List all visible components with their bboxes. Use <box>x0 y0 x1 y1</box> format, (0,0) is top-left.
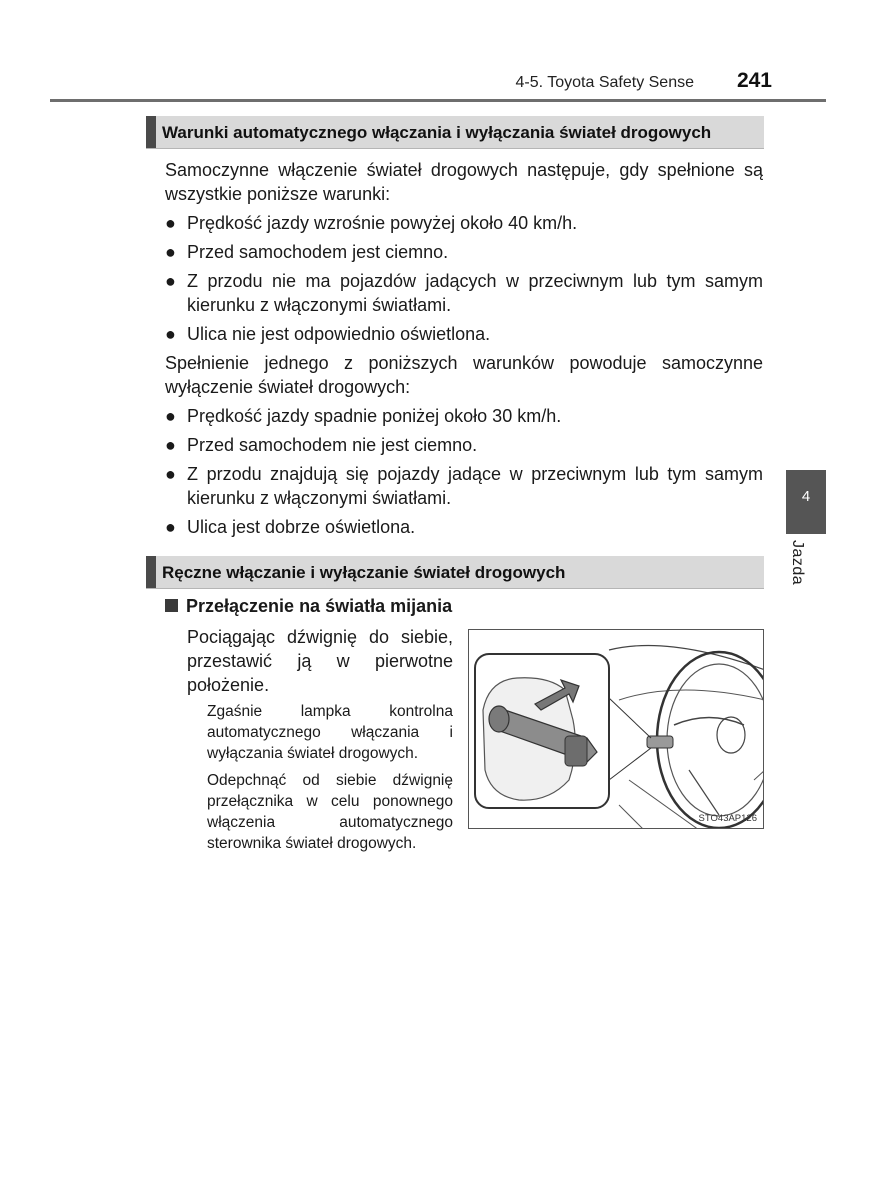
note-indicator-off: Zgaśnie lampka kontrolna automatycznego włączania i wyłączania świateł drogowych. <box>207 703 453 762</box>
black-circle-icon: ● <box>165 464 176 484</box>
list-item: ● Przed samochodem nie jest ciemno. <box>165 435 478 455</box>
page-number: 241 <box>736 69 772 92</box>
lever-illustration-drawing <box>469 630 764 829</box>
list-item: ● Ulica jest dobrze oświetlona. <box>165 517 416 537</box>
black-circle-icon: ● <box>165 324 176 344</box>
figure-code: STO43AP126 <box>698 813 757 824</box>
black-circle-icon: ● <box>165 517 176 537</box>
list-item: ● Przed samochodem jest ciemno. <box>165 242 449 262</box>
running-header-title: 4-5. Toyota Safety Sense <box>515 74 694 91</box>
section-title: Ręczne włączanie i wyłączanie świateł drogowych <box>162 563 566 582</box>
black-circle-icon: ● <box>165 242 176 262</box>
list-item: ● Ulica nie jest odpowiednio oświetlona. <box>165 324 491 344</box>
black-circle-icon: ● <box>165 271 176 291</box>
black-circle-icon: ● <box>165 213 176 233</box>
chapter-tab <box>786 470 826 534</box>
section-heading-manual <box>146 556 764 589</box>
section-automatic-body <box>165 158 763 539</box>
section-title: Warunki automatycznego włączania i wyłączania świateł drogowych <box>162 123 712 142</box>
instruction-text: Pociągając dźwignię do siebie, przestawić ją w pierwotne położenie. <box>187 627 453 695</box>
black-square-icon <box>165 599 178 612</box>
section-heading-automatic <box>146 116 764 149</box>
list-item: ● Z przodu nie ma pojazdów jadących w przeciwnym lub tym samym kierunku z włączonymi światłami. <box>165 271 763 315</box>
intro-on-paragraph: Samoczynne włączenie świateł drogowych następuje, gdy spełnione są wszystkie poniższe warunki: <box>165 160 763 204</box>
black-circle-icon: ● <box>165 435 176 455</box>
header-rule <box>50 99 826 102</box>
chapter-label: Jazda <box>789 540 806 586</box>
list-item: ● Prędkość jazdy spadnie poniżej około 30 km/h. <box>165 406 562 426</box>
list-item: ● Prędkość jazdy wzrośnie powyżej około 40 km/h. <box>165 213 578 233</box>
intro-off-paragraph: Spełnienie jednego z poniższych warunków powoduje samoczynne wyłączenie świateł drogowych: <box>165 353 763 397</box>
section-accent <box>146 116 156 148</box>
lever-illustration <box>468 629 764 829</box>
black-circle-icon: ● <box>165 406 176 426</box>
subheading-low-beam: Przełączenie na światła mijania <box>165 596 452 617</box>
list-item: ● Z przodu znajdują się pojazdy jadące w przeciwnym lub tym samym kierunku z włączonymi światłami. <box>165 464 763 508</box>
section-accent <box>146 556 156 588</box>
chapter-number: 4 <box>801 488 811 505</box>
note-reenable-auto: Odepchnąć od siebie dźwignię przełącznika w celu ponownego włączenia automatycznego sterownika świateł drogowych. <box>207 772 453 852</box>
